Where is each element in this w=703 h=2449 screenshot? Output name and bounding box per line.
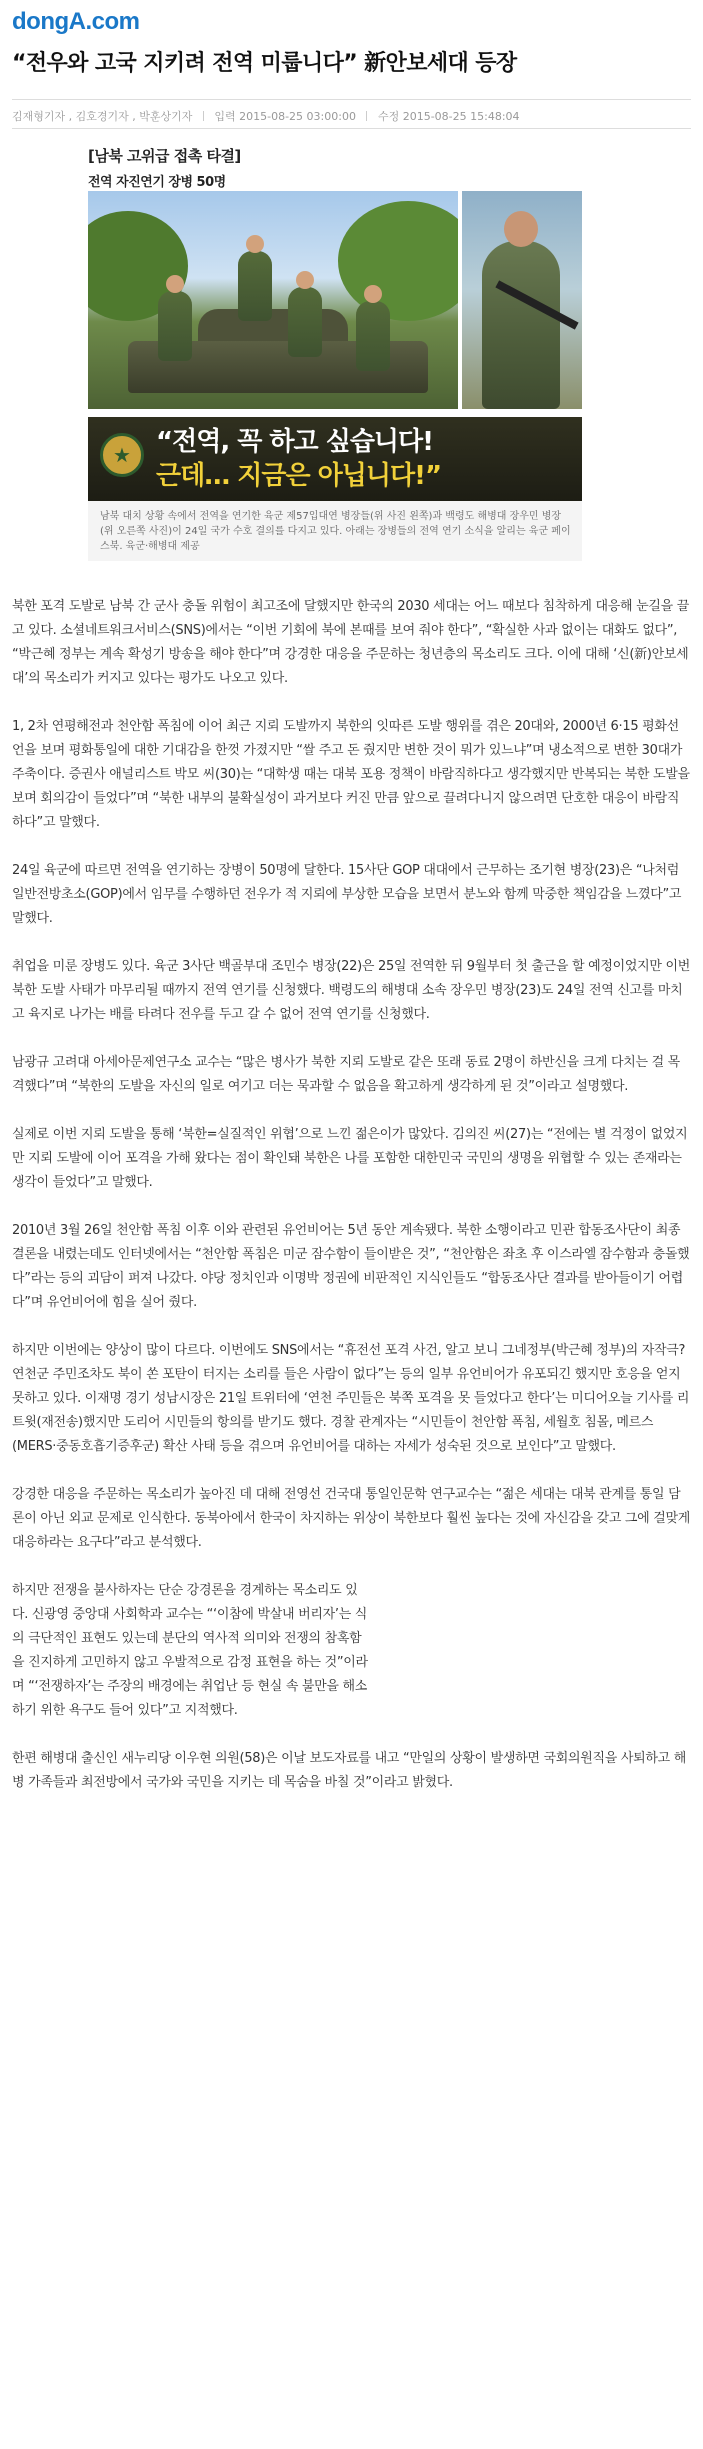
site-header (0, 0, 703, 43)
article-paragraph: 하지만 이번에는 양상이 많이 다르다. 이번에도 SNS에서는 “휴전선 포격 사건, 알고 보니 그네정부(박근혜 정부)의 자작극? 연천군 주민조차도 북이 쏜 포탄이 터지는 소리를 들은 사람이 없다”는 등의 일부 유언비어가 유포되긴 했지만 호응을 얻지 못하고 있다. 이재명 경기 성남시장은 21일 트위터에 ‘연천 주민들은 북쪽 포격을 못 들었다고 한다’는 미디어오늘 기사를 리트윗(재전송)했지만 도리어 시민들의 항의를 받기도 했다. 경찰 관계자는 “시민들이 천안함 폭침, 세월호 침몰, 메르스(MERS·중동호흡기증후군) 확산 사태 등을 겪으며 유언비어를 대하는 자세가 성숙된 것으로 보인다”고 말했다. (12, 1343, 690, 1454)
byline-divider (203, 111, 204, 121)
soldier-figure (288, 287, 322, 357)
photo-tag: [남북 고위급 접촉 타결] (88, 147, 241, 165)
byline-authors: 김재형기자 , 김호경기자 , 박훈상기자 (12, 110, 193, 123)
soldier-figure (356, 301, 390, 371)
banner-line-2: 근데… 지금은 아닙니다!” (156, 461, 442, 491)
article-paragraph: 남광규 고려대 아세아문제연구소 교수는 “많은 병사가 북한 지뢰 도발로 같은 또래 동료 2명이 하반신을 크게 다치는 걸 목격했다”며 “북한의 도발을 자신의 일로 여기고 더는 묵과할 수 없음을 확고하게 생각하게 된 것”이라고 설명했다. (12, 1055, 680, 1094)
article-paragraph: 북한 포격 도발로 남북 간 군사 충돌 위험이 최고조에 달했지만 한국의 2030 세대는 어느 때보다 침착하게 대응해 눈길을 끌고 있다. 소셜네트워크서비스(SNS)에서는 “이번 기회에 북에 본때를 보여 줘야 한다”, “확실한 사과 없이는 대화도 없다”, “박근혜 정부는 계속 확성기 방송을 해야 한다”며 강경한 대응을 주문하는 청년층의 목소리도 크다. 이에 대해 ‘신(新)안보세대’의 목소리가 커지고 있다는 평가도 나오고 있다. (12, 599, 689, 686)
facebook-banner-image (88, 417, 582, 501)
banner-line-1: “전역, 꼭 하고 싶습니다! (156, 427, 434, 457)
soldier-figure (158, 291, 192, 361)
byline-divider (366, 111, 367, 121)
photo-caption: 남북 대치 상황 속에서 전역을 연기한 육군 제57입대연 병장들(위 사진 왼쪽)과 백령도 해병대 장우민 병장(위 오른쪽 사진)이 24일 국가 수호 결의를 다지고 있다. 아래는 장병들의 전역 연기 소식을 알리는 육군 페이스북. 육군·해병대 제공 (88, 501, 582, 561)
photo-header (88, 141, 582, 190)
marine-with-rifle-image (462, 191, 582, 409)
article-paragraph: 2010년 3월 26일 천안함 폭침 이후 이와 관련된 유언비어는 5년 동안 계속됐다. 북한 소행이라고 민관 합동조사단이 최종 결론을 내렸는데도 인터넷에서는 “천안함 폭침은 미군 잠수함이 들이받은 것”, “천안함은 좌초 후 이스라엘 잠수함과 충돌했다”라는 등의 괴담이 퍼져 나갔다. 야당 정치인과 이명박 정권에 비판적인 지식인들도 “합동조사단 결과를 받아들이기 어렵다”며 유언비어에 힘을 실어 줬다. (12, 1223, 690, 1310)
photo-subtitle: 전역 자진연기 장병 50명 (88, 175, 226, 190)
article-paragraph: 강경한 대응을 주문하는 목소리가 높아진 데 대해 전영선 건국대 통일인문학 연구교수는 “젊은 세대는 대북 관계를 통일 담론이 아닌 외교 문제로 인식한다. 동북아에서 한국이 차지하는 위상이 북한보다 훨씬 높다는 것에 자신감을 갖고 그에 걸맞게 대응하라는 요구다”라고 분석했다. (12, 1487, 691, 1550)
byline (12, 99, 691, 129)
article-paragraph: 한편 해병대 출신인 새누리당 이우현 의원(58)은 이날 보도자료를 내고 “만일의 상황이 발생하면 국회의원직을 사퇴하고 해병 가족들과 최전방에서 국가와 국민을 지키는 데 목숨을 바칠 것”이라고 밝혔다. (12, 1751, 686, 1790)
article-paragraph: 하지만 전쟁을 불사하자는 단순 강경론을 경계하는 목소리도 있다. 신광영 중앙대 사회학과 교수는 “‘이참에 박살내 버리자’는 식의 극단적인 표현도 있는데 분단의 역사적 의미와 전쟁의 참혹함을 진지하게 고민하지 않고 우발적으로 감정 표현을 하는 것”이라며 “‘전쟁하자’는 주장의 배경에는 취업난 등 현실 속 불만을 해소하기 위한 욕구도 들어 있다”고 지적했다. (12, 1583, 368, 1718)
army-emblem-icon: ★ (100, 433, 144, 477)
article-paragraph: 24일 육군에 따르면 전역을 연기하는 장병이 50명에 달한다. 15사단 GOP 대대에서 근무하는 조기현 병장(23)은 “나처럼 일반전방초소(GOP)에서 임무를 수행하던 전우가 적 지뢰에 부상한 모습을 보면서 분노와 함께 막중한 책임감을 느꼈다”고 말했다. (12, 863, 682, 926)
site-logo[interactable]: dongA.com (12, 8, 140, 35)
byline-published: 입력 2015-08-25 03:00:00 (214, 110, 356, 123)
soldier-figure (238, 251, 272, 321)
photo-images (88, 191, 582, 409)
soldiers-on-tank-image (88, 191, 458, 409)
article-paragraph: 실제로 이번 지뢰 도발을 통해 ‘북한=실질적인 위협’으로 느낀 젊은이가 많았다. 김의진 씨(27)는 “전에는 별 걱정이 없었지만 지뢰 도발에 이어 포격을 가해 왔다는 점이 확인돼 북한은 나를 포함한 대한민국 국민의 생명을 위협할 수 있는 존재라는 생각이 들었다”고 말했다. (12, 1127, 688, 1190)
article-paragraph: 1, 2차 연평해전과 천안함 폭침에 이어 최근 지뢰 도발까지 북한의 잇따른 도발 행위를 겪은 20대와, 2000년 6·15 평화선언을 보며 평화통일에 대한 기대감을 한껏 가졌지만 “쌀 주고 돈 줬지만 변한 것이 뭐가 있느냐”며 냉소적으로 변한 30대가 주축이다. 증권사 애널리스트 박모 씨(30)는 “대학생 때는 대북 포용 정책이 바람직하다고 생각했지만 반복되는 북한 도발을 보며 회의감이 들었다”며 “북한 내부의 불확실성이 과거보다 커진 만큼 앞으로 끌려다니지 않으려면 단호한 대응이 바람직하다”고 말했다. (12, 719, 690, 830)
article-headline: “전우와 고국 지키려 전역 미룹니다” 新안보세대 등장 (12, 51, 517, 76)
article-paragraph: 취업을 미룬 장병도 있다. 육군 3사단 백골부대 조민수 병장(22)은 25일 전역한 뒤 9월부터 첫 출근을 할 예정이었지만 이번 북한 도발 사태가 마무리될 때까지 전역 연기를 신청했다. 백령도의 해병대 소속 장우민 병장(23)도 24일 전역 신고를 마치고 육지로 나가는 배를 타려다 전우를 두고 갈 수 없어 전역 연기를 신청했다. (12, 959, 690, 1022)
byline-updated: 수정 2015-08-25 15:48:04 (377, 110, 520, 123)
article-body (0, 561, 703, 1795)
article-photo (88, 141, 582, 561)
marine-figure (482, 241, 560, 409)
tree-shape (338, 201, 458, 321)
